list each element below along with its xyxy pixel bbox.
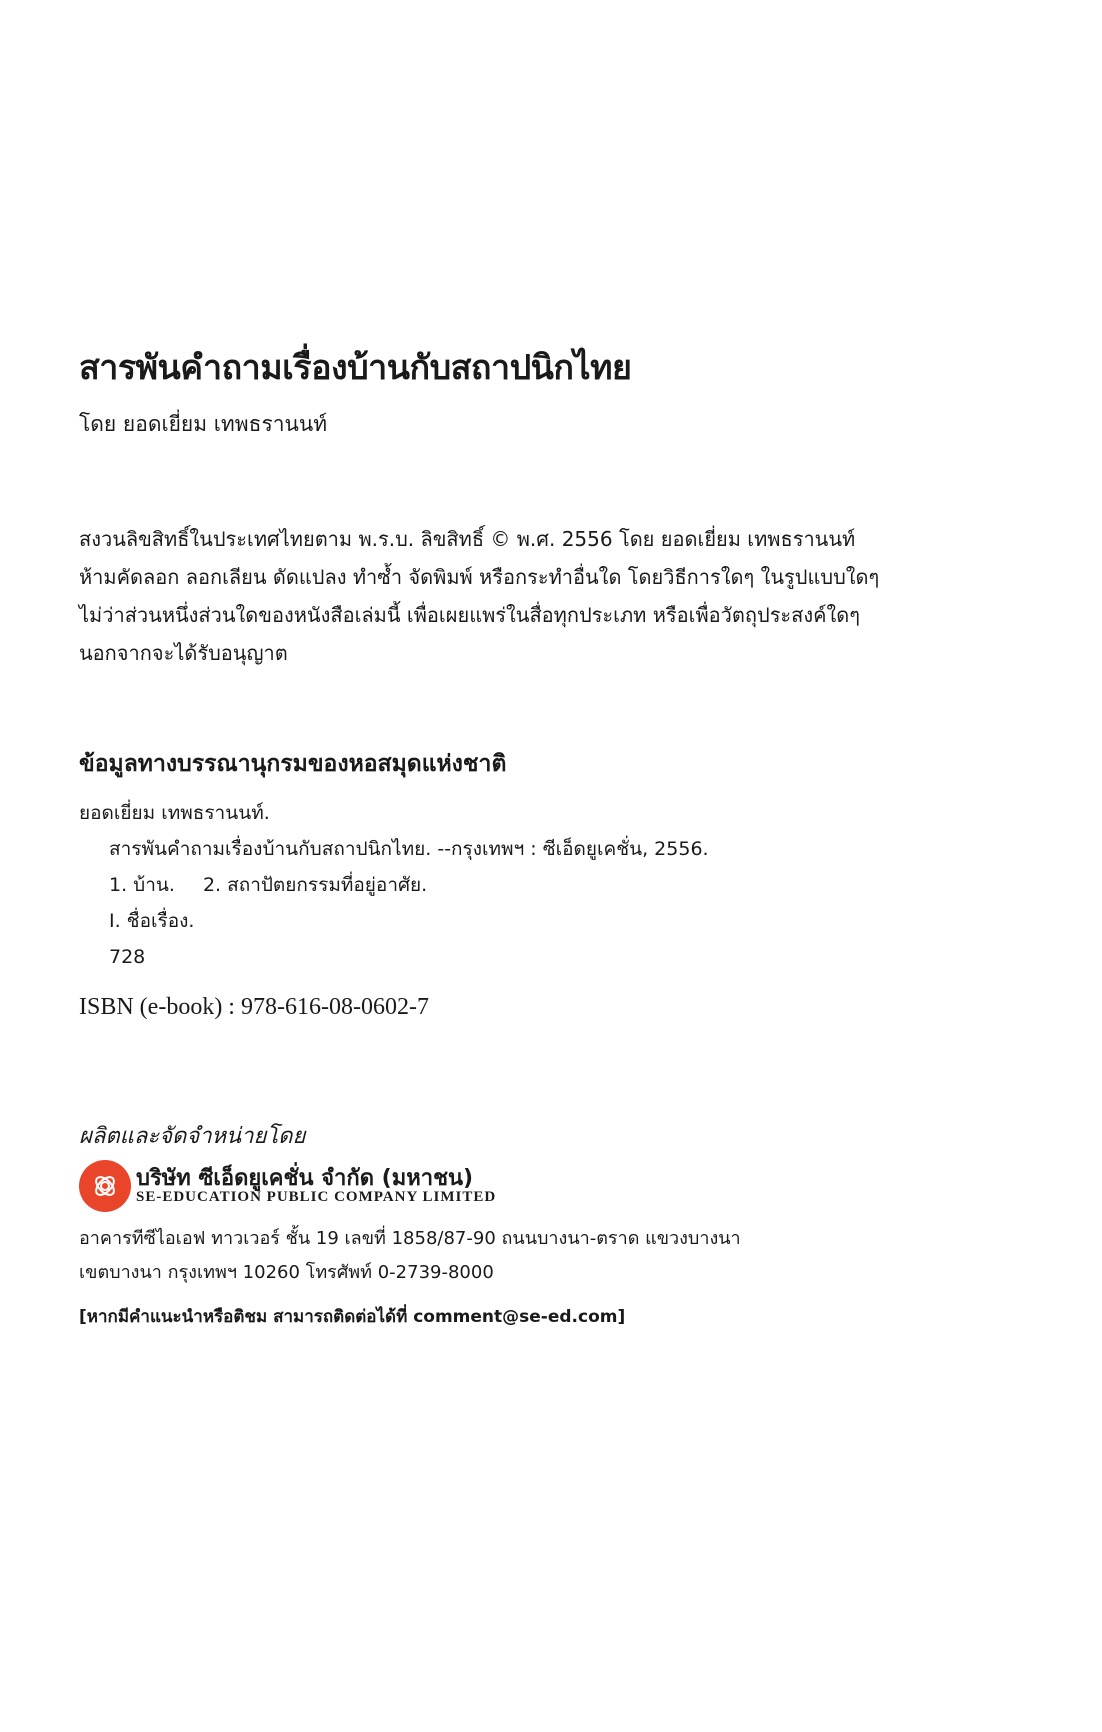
cip-title-entry: I. ชื่อเรื่อง. [109, 910, 195, 932]
address-line: เขตบางนา กรุงเทพฯ 10260 โทรศัพท์ 0-2739-8000 [79, 1262, 494, 1283]
cip-record [79, 795, 709, 975]
company-address [79, 1222, 741, 1290]
cip-subjects [79, 867, 709, 903]
contact-note: [หากมีคำแนะนำหรือติชม สามารถติดต่อได้ที่ comment@se-ed.com] [79, 1307, 626, 1327]
company-name-english: SE-EDUCATION PUBLIC COMPANY LIMITED [136, 1189, 497, 1205]
se-ed-logo-icon [79, 1160, 131, 1212]
producer-label: ผลิตและจัดจำหน่ายโดย [79, 1124, 306, 1149]
copyright-notice [79, 520, 879, 672]
copyright-line: นอกจากจะได้รับอนุญาต [79, 641, 288, 665]
cip-class-number: 728 [109, 946, 146, 968]
isbn: ISBN (e-book) : 978-616-08-0602-7 [79, 994, 429, 1020]
cip-imprint: สารพันคำถามเรื่องบ้านกับสถาปนิกไทย. --กรุงเทพฯ : ซีเอ็ดยูเคชั่น, 2556. [109, 838, 709, 860]
cip-subject: 1. บ้าน. [109, 874, 175, 896]
cip-subject: 2. สถาปัตยกรรมที่อยู่อาศัย. [202, 874, 428, 896]
address-line: อาคารทีซีไอเอฟ ทาวเวอร์ ชั้น 19 เลขที่ 1858/87-90 ถนนบางนา-ตราด แขวงบางนา [79, 1228, 741, 1249]
company-name-thai: บริษัท ซีเอ็ดยูเคชั่น จำกัด (มหาชน) [136, 1166, 474, 1191]
cip-author: ยอดเยี่ยม เทพธรานนท์. [79, 802, 270, 824]
copyright-line: ห้ามคัดลอก ลอกเลียน ดัดแปลง ทำซ้ำ จัดพิมพ์ หรือกระทำอื่นใด โดยวิธีการใดๆ ในรูปแบบใดๆ [79, 565, 880, 589]
author-line: โดย ยอดเยี่ยม เทพธรานนท์ [79, 412, 328, 436]
copyright-line: ไม่ว่าส่วนหนึ่งส่วนใดของหนังสือเล่มนี้ เพื่อเผยแพร่ในสื่อทุกประเภท หรือเพื่อวัตถุประสงค์ใดๆ [79, 603, 861, 627]
book-title: สารพันคำถามเรื่องบ้านกับสถาปนิกไทย [79, 348, 632, 388]
copyright-line: สงวนลิขสิทธิ์ในประเทศไทยตาม พ.ร.บ. ลิขสิทธิ์ © พ.ศ. 2556 โดย ยอดเยี่ยม เทพธรานนท์ [79, 527, 856, 551]
cip-heading: ข้อมูลทางบรรณานุกรมของหอสมุดแห่งชาติ [79, 751, 507, 777]
